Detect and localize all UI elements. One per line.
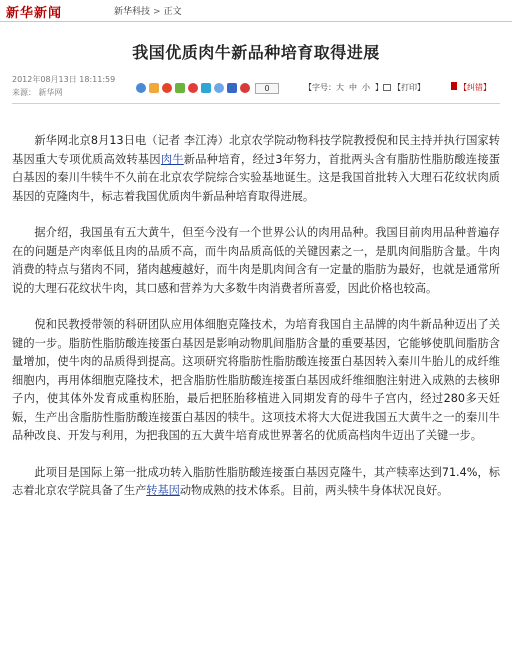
site-logo[interactable]: 新华新闻 xyxy=(6,6,63,21)
error-report-icon xyxy=(451,82,457,90)
share-icon-4[interactable] xyxy=(175,83,185,93)
font-size-medium-button[interactable]: 中 xyxy=(349,83,357,92)
article-paragraph xyxy=(12,316,500,446)
transgenic-link[interactable]: 转基因 xyxy=(146,484,180,497)
share-icon-6[interactable] xyxy=(201,83,211,93)
font-size-label: 【字号： xyxy=(304,83,336,92)
breadcrumb-separator: > xyxy=(153,7,161,17)
font-size-end: 】 xyxy=(375,83,383,92)
article-body xyxy=(12,132,500,519)
top-bar xyxy=(0,0,512,22)
article-toolbar xyxy=(304,82,491,93)
breadcrumb-item-current: 正文 xyxy=(163,7,182,17)
font-size-large-button[interactable]: 大 xyxy=(336,83,344,92)
article-paragraph xyxy=(12,132,500,206)
header-divider xyxy=(12,103,500,104)
beef-cattle-link[interactable]: 肉牛 xyxy=(160,152,184,166)
breadcrumb xyxy=(114,4,182,17)
breadcrumb-item-tech[interactable]: 新华科技 xyxy=(114,7,151,17)
printer-icon xyxy=(383,84,391,91)
share-icon-2[interactable] xyxy=(149,83,159,93)
page-title: 我国优质肉牛新品种培育取得进展 xyxy=(132,43,380,62)
share-icon-5[interactable] xyxy=(188,83,198,93)
paragraph-text: 动物成熟的技术体系。目前，两头犊牛身体状况良好。 xyxy=(179,484,449,497)
article-paragraph xyxy=(12,464,500,501)
paragraph-text: 新品种培育，经过3年努力，首批两头含有脂肪性脂肪酸连接蛋白基因的秦川牛犊牛不久前在北京农学院综合实验基地诞生。这是我国首批转入大理石花纹状肉质基因的克隆肉牛，标志着我国优质肉牛新品种培育取得进展。 xyxy=(12,152,500,203)
report-error-label: 【纠错】 xyxy=(459,83,491,92)
article-meta xyxy=(12,73,115,99)
article-source: 来源： 新华网 xyxy=(12,88,63,97)
publish-datetime: 2012年08月13日 18:11:59 xyxy=(12,75,116,84)
report-error-button[interactable] xyxy=(451,82,491,93)
paragraph-text: 新华网北京8月13日电（记者 李江涛）北京农学院动物科技学院教授倪和民主持并执行国家转基因重大专项优质高效转基因 xyxy=(12,134,500,166)
share-count: 0 xyxy=(255,83,279,94)
print-button[interactable]: 【打印】 xyxy=(393,83,425,92)
share-bar xyxy=(136,82,279,94)
share-icon-1[interactable] xyxy=(136,83,146,93)
paragraph-text: 此项目是国际上第一批成功转入脂肪性脂肪酸连接蛋白基因克隆牛，其产犊率达到71.4%，标志着北京农学院具备了生产 xyxy=(12,465,500,497)
paragraph-text: 据介绍，我国虽有五大黄牛，但至今没有一个世界公认的肉用品种。我国目前肉用品种普遍存在的问题是产肉率低且肉的品质不高，而牛肉品质高低的关键因素之一，是肌肉间脂肪含量。牛肉消费的特点与猪肉不同，猪肉越瘦越好，而牛肉是肌肉间含有一定量的脂肪为最好，也就是通常所说的大理石花纹状牛肉，其口感和营养为大多数牛肉消费者所喜爱，因此价格也较高。 xyxy=(12,226,500,295)
share-icon-9[interactable] xyxy=(240,83,250,93)
share-icon-8[interactable] xyxy=(227,83,237,93)
share-icon-7[interactable] xyxy=(214,83,224,93)
paragraph-text: 倪和民教授带领的科研团队应用体细胞克隆技术，为培育我国自主品牌的肉牛新品种迈出了关键的一步。脂肪性脂肪酸连接蛋白基因是影响动物肌间脂肪含量的重要基因，它能够使肌间脂肪含量增加，使牛肉的品质得到提高。这项研究将脂肪性脂肪酸连接蛋白基因转入秦川牛胎儿的成纤维细胞内，再用体细胞克隆技术，把含脂肪性脂肪酸连接蛋白基因成纤维细胞注射进入成熟的去核卵子内，使其体外发育成重构胚胎，最后把胚胎移植进入同期发育的母牛子宫内，经过280多天妊娠，生产出含脂肪性脂肪酸连接蛋白基因的犊牛。这项技术将大大促进我国五大黄牛之一的秦川牛品种改良、开发与利用，为把我国的五大黄牛培育成世界著名的优质高档肉牛迈出了关键一步。 xyxy=(12,318,500,442)
font-size-small-button[interactable]: 小 xyxy=(362,83,370,92)
share-icon-3[interactable] xyxy=(162,83,172,93)
article-paragraph xyxy=(12,224,500,298)
